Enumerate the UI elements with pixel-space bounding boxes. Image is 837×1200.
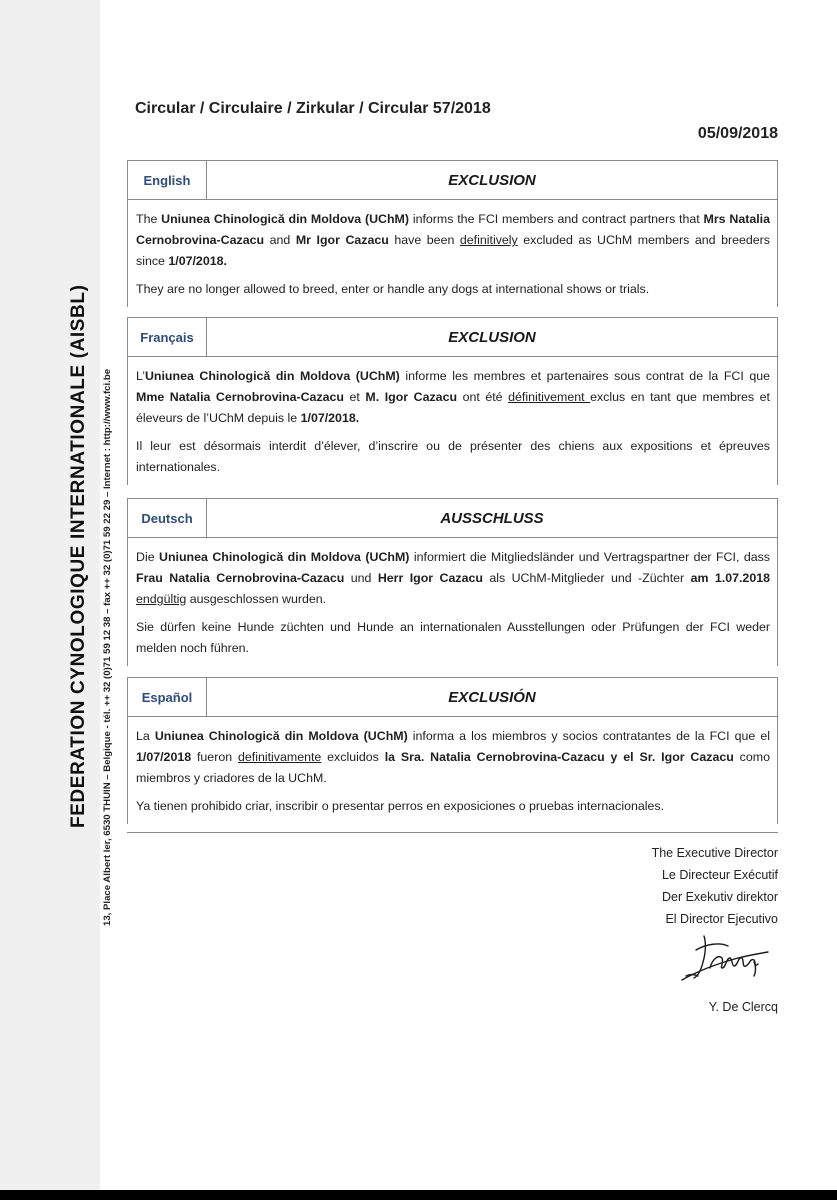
section-english <box>127 160 778 307</box>
organization-name: Uniunea Chinologică din Moldova (UChM) <box>154 729 408 743</box>
table-bottom-border <box>127 832 778 833</box>
excluded-person: Mme Natalia Cernobrovina-Cazacu <box>136 390 344 404</box>
organization-name: Uniunea Chinologică din Moldova (UChM) <box>144 369 400 383</box>
title-german: Der Exekutiv direktor <box>661 890 778 904</box>
title-french: Le Directeur Exécutif <box>661 868 778 882</box>
section-body <box>128 538 777 659</box>
organization-name: FEDERATION CYNOLOGIQUE INTERNATIONALE (AISBL) <box>68 284 89 828</box>
section-spanish <box>127 677 778 824</box>
announcement-paragraph: L’Uniunea Chinologică din Moldova (UChM) informe les membres et partenaires sous contrat de la FCI que Mme Natalia Cernobrovina-Cazacu et M. Igor Cazacu ont été définitivement exclus en tant que membres et éleveurs de l’UChM depuis le 1/07/2018. <box>136 369 770 425</box>
emphasis: définitivement <box>508 390 591 404</box>
emphasis: endgültig <box>136 592 187 606</box>
title-english: The Executive Director <box>651 846 778 860</box>
announcement-paragraph: La Uniunea Chinologică din Moldova (UChM) informa a los miembros y socios contratantes de la FCI que el 1/07/2018 fueron definitivamente excluidos la Sra. Natalia Cernobrovina-Cazacu y el Sr. Igor Cazacu como miembros y criadores de la UChM. <box>136 729 770 785</box>
handwritten-signature <box>676 928 776 988</box>
consequence-paragraph: They are no longer allowed to breed, enter or handle any dogs at international shows or trials. <box>136 282 650 296</box>
circular-date: 05/09/2018 <box>697 125 778 142</box>
excluded-person: Mr Igor Cazacu <box>295 233 389 247</box>
section-body <box>128 200 777 300</box>
section-header <box>128 678 777 717</box>
organization-name: Uniunea Chinologică din Moldova (UChM) <box>159 550 410 564</box>
section-body <box>128 717 777 817</box>
section-heading: AUSSCHLUSS <box>440 509 544 527</box>
signatory-name: Y. De Clercq <box>708 1000 778 1014</box>
excluded-person: M. Igor Cazacu <box>365 390 458 404</box>
bottom-bar <box>0 1190 837 1200</box>
emphasis: definitivamente <box>237 750 322 764</box>
section-german <box>127 498 778 666</box>
section-body <box>128 357 777 478</box>
signature-titles <box>652 842 778 930</box>
excluded-person: Frau Natalia Cernobrovina-Cazacu <box>136 571 345 585</box>
effective-date: 1/07/2018. <box>168 254 227 268</box>
organization-name: Uniunea Chinologică din Moldova (UChM) <box>161 212 410 226</box>
section-header <box>128 161 777 200</box>
section-french <box>127 317 778 485</box>
language-label: Español <box>128 678 207 716</box>
consequence-paragraph: Il leur est désormais interdit d’élever, d’inscrire ou de présenter des chiens aux expositions et épreuves internationales. <box>136 439 770 474</box>
section-header <box>128 318 777 357</box>
language-label: Deutsch <box>128 499 207 537</box>
effective-date: 1/07/2018. <box>300 411 360 425</box>
section-header <box>128 499 777 538</box>
section-heading: EXCLUSION <box>448 171 536 189</box>
excluded-person: Mrs Natalia Cernobrovina-Cazacu <box>136 212 770 247</box>
excluded-persons: la Sra. Natalia Cernobrovina-Cazacu y el Sr. Igor Cazacu <box>384 750 734 764</box>
consequence-paragraph: Ya tienen prohibido criar, inscribir o presentar perros en exposiciones o pruebas internacionales. <box>136 799 665 813</box>
consequence-paragraph: Sie dürfen keine Hunde züchten und Hunde an internationalen Ausstellungen oder Prüfungen der FCI weder melden noch führen. <box>136 620 770 655</box>
announcement-paragraph: Die Uniunea Chinologică din Moldova (UChM) informiert die Mitgliedsländer und Vertragspartner der FCI, dass Frau Natalia Cernobrovina-Cazacu und Herr Igor Cazacu als UChM-Mitglieder und -Züchter am 1.07.2018 endgültig ausgeschlossen wurden. <box>136 550 770 606</box>
emphasis: definitively <box>459 233 518 247</box>
section-heading: EXCLUSION <box>448 328 536 346</box>
organization-address: 13, Place Albert Ier, 6530 THUIN – Belgique - tél. ++ 32 (0)71 59 12 38 – fax ++ 32 (0)71 59 22 29 – Internet : http://www.fci.be <box>102 368 113 926</box>
announcement-paragraph: The Uniunea Chinologică din Moldova (UChM) informs the FCI members and contract partners that Mrs Natalia Cernobrovina-Cazacu and Mr Igor Cazacu have been definitively excluded as UChM members and breeders since 1/07/2018. <box>136 212 770 268</box>
effective-date: am 1.07.2018 <box>690 571 770 585</box>
excluded-person: Herr Igor Cazacu <box>377 571 483 585</box>
section-heading: EXCLUSIÓN <box>448 688 536 706</box>
title-spanish: El Director Ejecutivo <box>665 912 778 926</box>
circular-title: Circular / Circulaire / Zirkular / Circular 57/2018 <box>135 100 491 117</box>
language-label: Français <box>128 318 207 356</box>
language-label: English <box>128 161 207 199</box>
effective-date: 1/07/2018 <box>136 750 192 764</box>
